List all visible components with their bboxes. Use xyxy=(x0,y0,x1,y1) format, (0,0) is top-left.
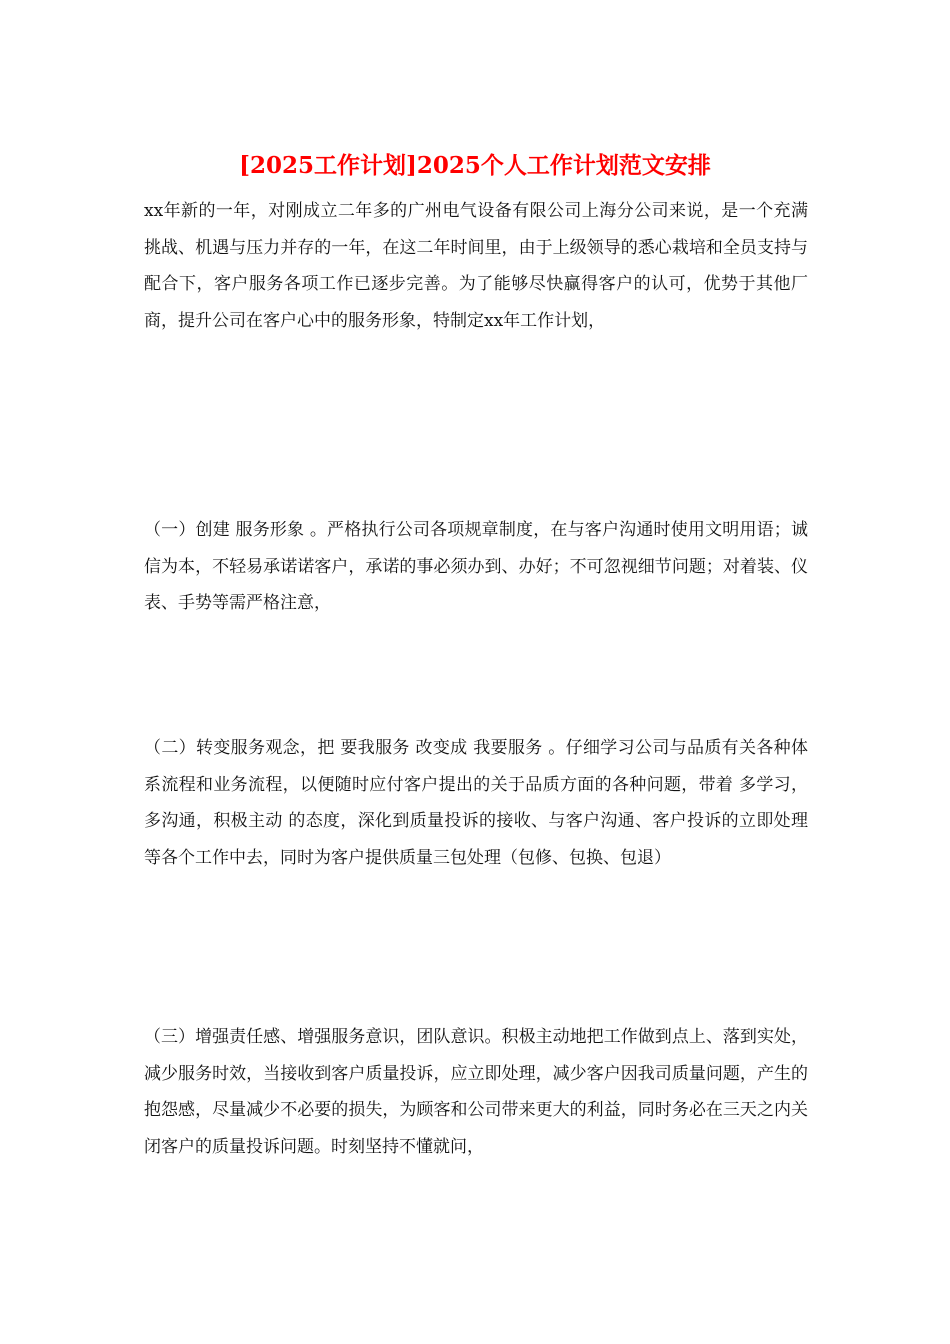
paragraph-section-1: （一）创建 服务形象 。严格执行公司各项规章制度，在与客户沟通时使用文明用语；诚信为本，不轻易承诺诺客户，承诺的事必须办到、办好；不可忽视细节问题；对着装、仪表、手势等需严格注意， xyxy=(144,520,808,613)
paragraph-section-2: （二）转变服务观念，把 要我服务 改变成 我要服务 。仔细学习公司与品质有关各种体系流程和业务流程，以便随时应付客户提出的关于品质方面的各种问题，带着 多学习，多沟通，积极主动 的态度，深化到质量投诉的接收、与客户沟通、客户投诉的立即处理等各个工作中去，同时为客户提供质量三包处理（包修、包换、包退） xyxy=(144,738,808,868)
document-title: [2025工作计划]2025个人工作计划范文安排 xyxy=(239,152,711,179)
paragraph-intro: xx年新的一年，对刚成立二年多的广州电气设备有限公司上海分公司来说，是一个充满挑战、机遇与压力并存的一年，在这二年时间里，由于上级领导的悉心栽培和全员支持与配合下，客户服务各项工作已逐步完善。为了能够尽快赢得客户的认可，优势于其他厂商，提升公司在客户心中的服务形象，特制定xx年工作计划， xyxy=(144,201,808,331)
paragraph-section-3: （三）增强责任感、增强服务意识，团队意识。积极主动地把工作做到点上、落到实处，减少服务时效，当接收到客户质量投诉，应立即处理，减少客户因我司质量问题，产生的抱怨感，尽量减少不必要的损失，为顾客和公司带来更大的利益，同时务必在三天之内关闭客户的质量投诉问题。时刻坚持不懂就问， xyxy=(144,1027,808,1157)
